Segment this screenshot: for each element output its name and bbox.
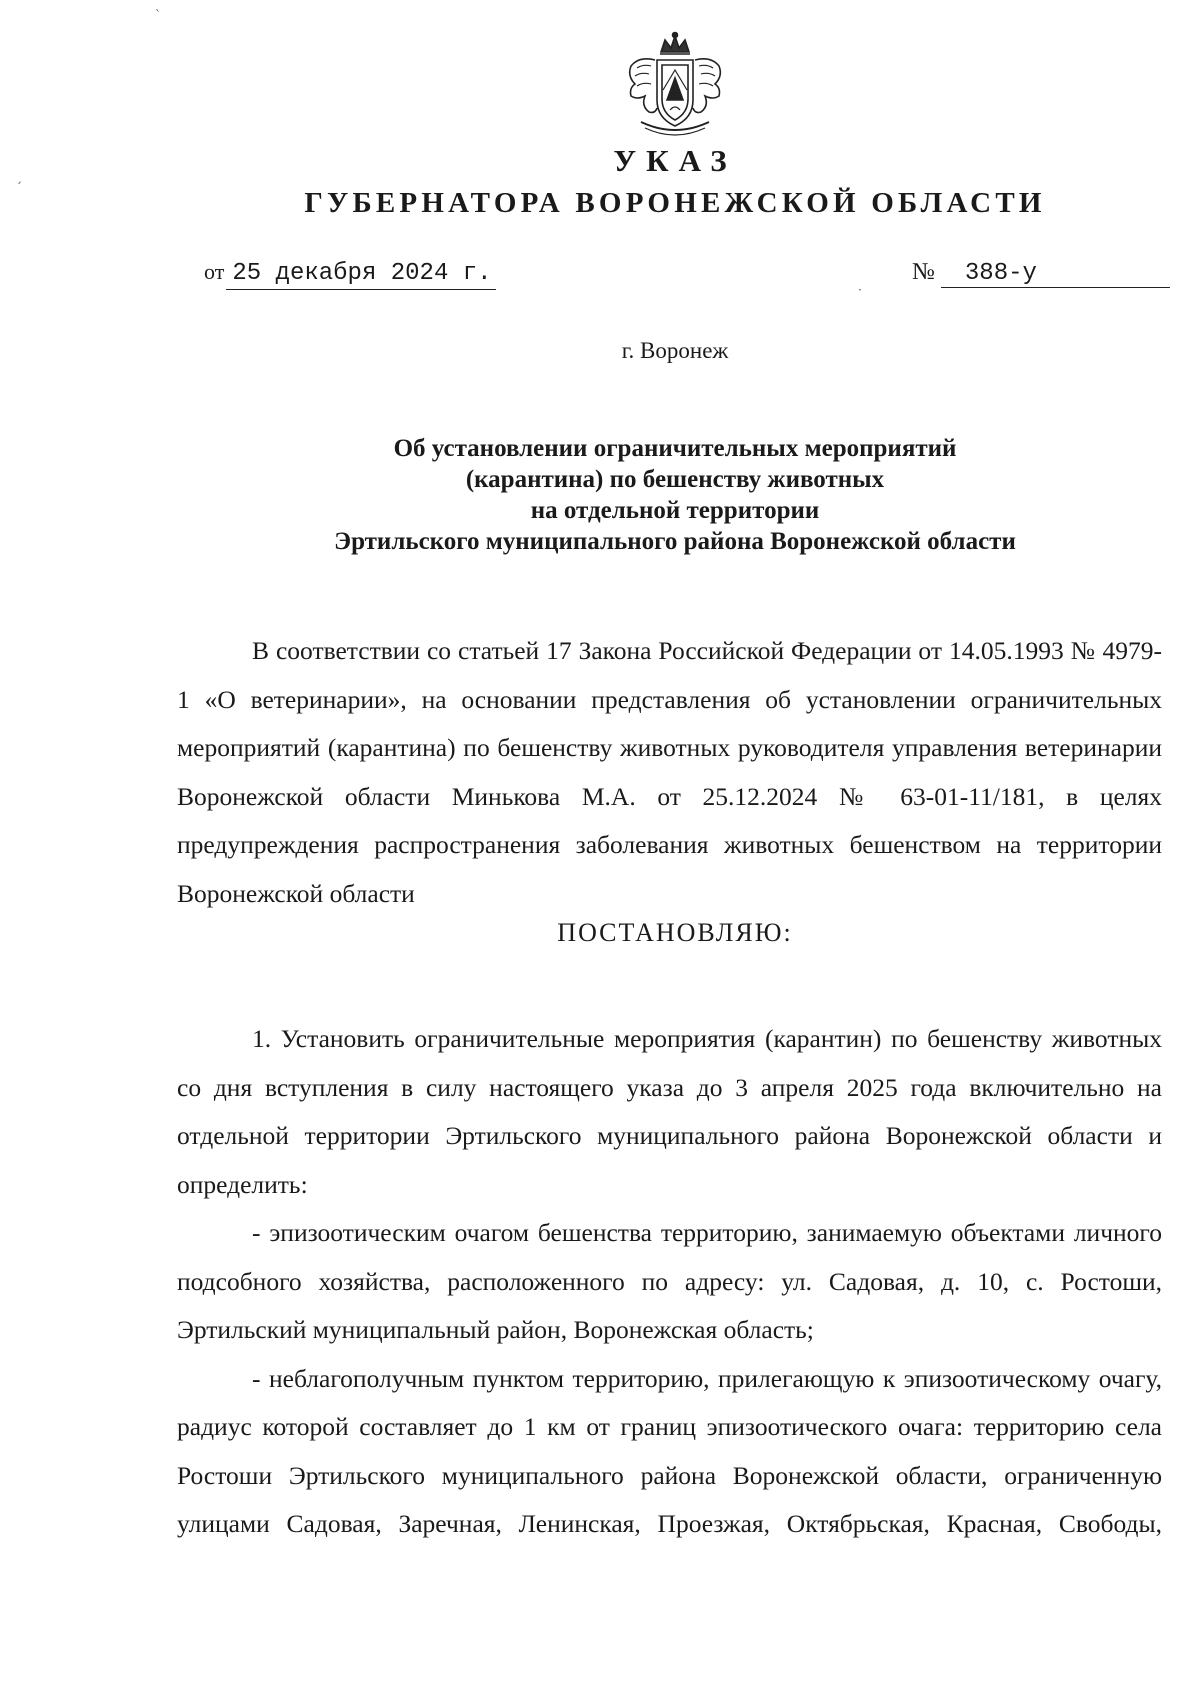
preamble-section — [177, 627, 1162, 918]
clause-1: 1. Установить ограничительные мероприятия (карантин) по бешенству животных со дня вступления в силу настоящего указа до 3 апреля 2025 года включительно на отдельной территории Эртильского муниципального района Воронежской области и определить: — [177, 1024, 1162, 1199]
clause-1-bullet: - эпизоотическим очагом бешенства территорию, занимаемую объектами личного подсобного хозяйства, расположенного по адресу: ул. Садовая, д. 10, с. Ростоши, Эртильский муниципальный район, Воронежская область; — [177, 1218, 1162, 1344]
coat-of-arms-emblem — [615, 30, 735, 140]
document-date: 25 декабря 2024 г. — [226, 260, 495, 290]
title-line: (карантина) по бешенству животных — [465, 466, 885, 493]
title-line: на отдельной территории — [530, 497, 820, 524]
decree-word: ПОСТАНОВЛЯЮ: — [557, 918, 793, 947]
scan-speck: · — [858, 283, 862, 297]
number-prefix: № — [912, 259, 935, 285]
title-line: Об установлении ограничительных мероприятий — [393, 435, 957, 462]
date-prefix: от — [204, 259, 225, 284]
document-number: 388-у — [941, 260, 1170, 288]
scan-speck: ˏ — [16, 170, 22, 184]
clause-1-bullet: - неблагополучным пунктом территорию, прилегающую к эпизоотическому очагу, радиус которой составляет до 1 км от границ эпизоотического очага: территорию села Ростоши Эртильского муниципального района Воронежской области, ограниченную улицами Садовая, Заречная, Ленинская, Проезжая, Октябрьская, Красная, Свободы, — [177, 1363, 1162, 1538]
preamble-paragraph: В соответствии со статьей 17 Закона Российской Федерации от 14.05.1993 № 4979-1 «О ветеринарии», на основании представления об установлении ограничительных мероприятий (карантина) по бешенству животных руководителя управления ветеринарии Воронежской области Минькова М.А. от 25.12.2024 № 63-01-11/181, в целях предупреждения распространения заболевания животных бешенством на территории Воронежской области — [177, 636, 1162, 908]
document-issuer: ГУБЕРНАТОРА ВОРОНЕЖСКОЙ ОБЛАСТИ — [304, 187, 1046, 219]
document-type: УКАЗ — [613, 143, 737, 178]
scan-speck: ˋ — [155, 8, 161, 22]
document-date-line — [204, 259, 496, 290]
title-line: Эртильского муниципального района Воронежской области — [334, 528, 1016, 555]
document-title — [0, 433, 1200, 557]
clauses-section — [177, 1015, 1162, 1549]
document-number-line — [912, 259, 1170, 288]
document-city: г. Воронеж — [621, 338, 729, 363]
